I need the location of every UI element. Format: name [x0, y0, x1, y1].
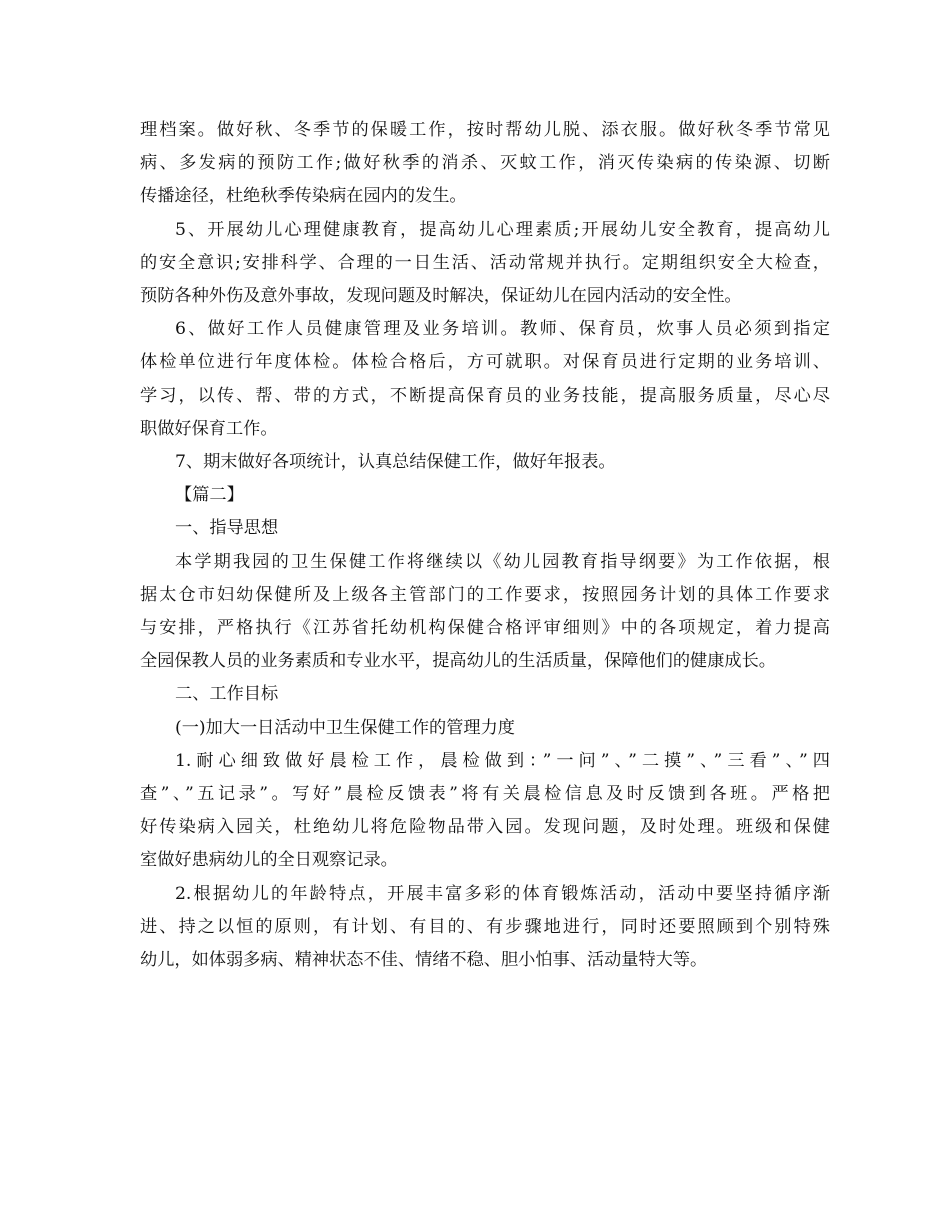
text-line: 职做好保育工作。: [140, 418, 278, 439]
text-line: 2.根据幼儿的年龄特点，开展丰富多彩的体育锻炼活动，活动中要坚持循序渐: [175, 883, 830, 904]
paragraph-guiding: [140, 546, 830, 679]
paragraph-continuation: [140, 114, 830, 214]
text-line: 5、开展幼儿心理健康教育，提高幼儿心理素质;开展幼儿安全教育，提高幼儿: [175, 219, 830, 240]
text-line: 二、工作目标: [175, 684, 279, 705]
paragraph-subheading-1: [140, 712, 830, 745]
text-line: 与安排，严格执行《江苏省托幼机构保健合格评审细则》中的各项规定，着力提高: [140, 618, 830, 639]
text-line: 病、多发病的预防工作;做好秋季的消杀、灭蚊工作，消灭传染病的传染源、切断: [140, 153, 830, 174]
document-body: [140, 114, 830, 977]
text-line: 学习，以传、帮、带的方式，不断提高保育员的业务技能，提高服务质量，尽心尽: [140, 385, 830, 406]
paragraph-item-5: [140, 214, 830, 314]
paragraph-goal-2: [140, 878, 830, 978]
paragraph-item-6: [140, 313, 830, 446]
text-line: 6、做好工作人员健康管理及业务培训。教师、保育员，炊事人员必须到指定: [175, 319, 830, 340]
text-line: 理档案。做好秋、冬季节的保暖工作，按时帮幼儿脱、添衣服。做好秋冬季节常见: [140, 120, 830, 140]
text-line: 据太仓市妇幼保健所及上级各主管部门的工作要求，按照园务计划的具体工作要求: [140, 584, 830, 605]
paragraph-item-7: [140, 446, 830, 479]
text-line: 进、持之以恒的原则，有计划、有目的、有步骤地进行，同时还要照顾到个别特殊: [140, 916, 830, 937]
text-line: 传播途径，杜绝秋季传染病在园内的发生。: [140, 186, 467, 207]
text-line: 1.耐心细致做好晨检工作，晨检做到：”一问”、”二摸”、”三看”、”四: [175, 750, 830, 771]
paragraph-heading-2: [140, 678, 830, 711]
text-line: 好传染病入园关，杜绝幼儿将危险物品带入园。发现问题，及时处理。班级和保健: [140, 817, 830, 838]
paragraph-section-two: [140, 479, 830, 512]
text-line: (一)加大一日活动中卫生保健工作的管理力度: [175, 717, 515, 738]
text-line: 全园保教人员的业务素质和专业水平，提高幼儿的生活质量，保障他们的健康成长。: [140, 651, 776, 672]
text-line: 幼儿，如体弱多病、精神状态不佳、情绪不稳、胆小怕事、活动量特大等。: [140, 950, 708, 971]
text-line: 7、期末做好各项统计，认真总结保健工作，做好年报表。: [175, 452, 616, 473]
text-line: 室做好患病幼儿的全日观察记录。: [140, 850, 398, 871]
paragraph-goal-1: [140, 745, 830, 878]
paragraph-heading-1: [140, 512, 830, 545]
text-line: 【篇二】: [175, 485, 244, 506]
text-line: 的安全意识;安排科学、合理的一日生活、活动常规并执行。定期组织安全大检查，: [140, 252, 830, 273]
text-line: 查”、”五记录”。写好”晨检反馈表”将有关晨检信息及时反馈到各班。严格把: [140, 784, 830, 805]
text-line: 体检单位进行年度体检。体检合格后，方可就职。对保育员进行定期的业务培训、: [140, 352, 830, 373]
text-line: 一、指导思想: [175, 518, 279, 539]
text-line: 预防各种外伤及意外事故，发现问题及时解决，保证幼儿在园内活动的安全性。: [140, 286, 742, 307]
text-line: 本学期我园的卫生保健工作将继续以《幼儿园教育指导纲要》为工作依据，根: [175, 551, 830, 572]
